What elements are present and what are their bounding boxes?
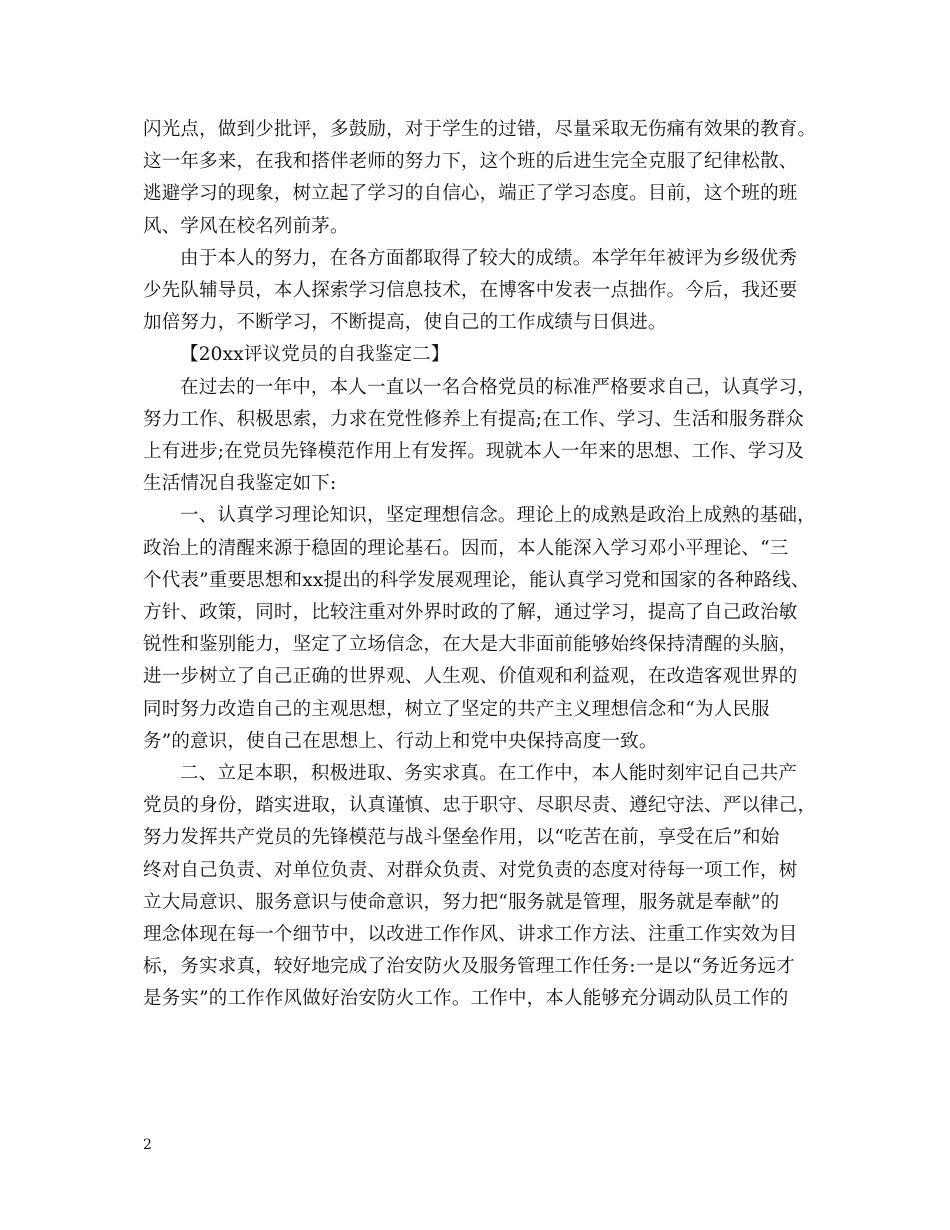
text-line: 努力发挥共产党员的先锋模范与战斗堡垒作用，以“吃苦在前，享受在后”和始 xyxy=(143,827,780,849)
text-line: 上有进步;在党员先锋模范作用上有发挥。现就本人一年来的思想、工作、学习及 xyxy=(143,441,804,463)
text-line: 终对自己负责、对单位负责、对群众负责、对党负责的态度对待每一项工作，树 xyxy=(143,859,798,881)
text-line: 是务实”的工作作风做好治安防火工作。工作中，本人能够充分调动队员工作的 xyxy=(143,988,789,1010)
paragraph-start-line: 由于本人的努力，在各方面都取得了较大的成绩。本学年年被评为乡级优秀 xyxy=(180,247,798,269)
text-line: 方针、政策，同时，比较注重对外界时政的了解，通过学习，提高了自己政治敏 xyxy=(143,602,798,624)
paragraph-start-line: 二、立足本职，积极进取、务实求真。在工作中，本人能时刻牢记自己共产 xyxy=(180,763,798,785)
text-line: 逃避学习的现象，树立起了学习的自信心，端正了学习态度。目前，这个班的班 xyxy=(143,183,798,205)
text-line: 生活情况自我鉴定如下: xyxy=(143,473,337,495)
text-line: 同时努力改造自己的主观思想，树立了坚定的共产主义理想信念和“为人民服 xyxy=(143,698,770,720)
text-line: 闪光点，做到少批评，多鼓励，对于学生的过错，尽量采取无伤痛有效果的教育。 xyxy=(143,119,817,140)
paragraph-start-line: 在过去的一年中，本人一直以一名合格党员的标准严格要求自己，认真学习， xyxy=(180,376,816,398)
text-line: 锐性和鉴别能力，坚定了立场信念，在大是大非面前能够始终保持清醒的头脑， xyxy=(143,634,798,656)
text-line: 标，务实求真，较好地完成了治安防火及服务管理工作任务:一是以“务近务远才 xyxy=(143,956,795,978)
page-number: 2 xyxy=(143,1137,152,1153)
text-line: 立大局意识、服务意识与使命意识，努力把“服务就是管理，服务就是奉献”的 xyxy=(143,891,780,913)
document-body xyxy=(143,114,817,1016)
text-line: 个代表”重要思想和xx提出的科学发展观理论，能认真学习党和国家的各种路线、 xyxy=(143,569,810,591)
text-line: 务”的意识，使自己在思想上、行动上和党中央保持高度一致。 xyxy=(143,730,658,752)
text-line: 理念体现在每一个细节中，以改进工作作风、讲求工作方法、注重工作实效为目 xyxy=(143,924,798,946)
section-heading: 【20xx评议党员的自我鉴定二】 xyxy=(180,344,450,366)
paragraph-start-line: 一、认真学习理论知识，坚定理想信念。理论上的成熟是政治上成熟的基础， xyxy=(180,505,816,527)
text-line: 政治上的清醒来源于稳固的理论基石。因而，本人能深入学习邓小平理论、“三 xyxy=(143,537,789,559)
text-line: 进一步树立了自己正确的世界观、人生观、价值观和利益观，在改造客观世界的 xyxy=(143,666,798,688)
text-line: 少先队辅导员，本人探索学习信息技术，在博客中发表一点拙作。今后，我还要 xyxy=(143,280,798,302)
text-line: 努力工作、积极思索，力求在党性修养上有提高;在工作、学习、生活和服务群众 xyxy=(143,408,804,430)
text-line: 这一年多来，在我和搭伴老师的努力下，这个班的后进生完全克服了纪律松散、 xyxy=(143,151,798,173)
text-line: 党员的身份，踏实进取，认真谨慎、忠于职守、尽职尽责、遵纪守法、严以律己， xyxy=(143,795,817,817)
text-line: 风、学风在校名列前茅。 xyxy=(143,215,349,237)
text-line: 加倍努力，不断学习，不断提高，使自己的工作成绩与日俱进。 xyxy=(143,312,667,334)
